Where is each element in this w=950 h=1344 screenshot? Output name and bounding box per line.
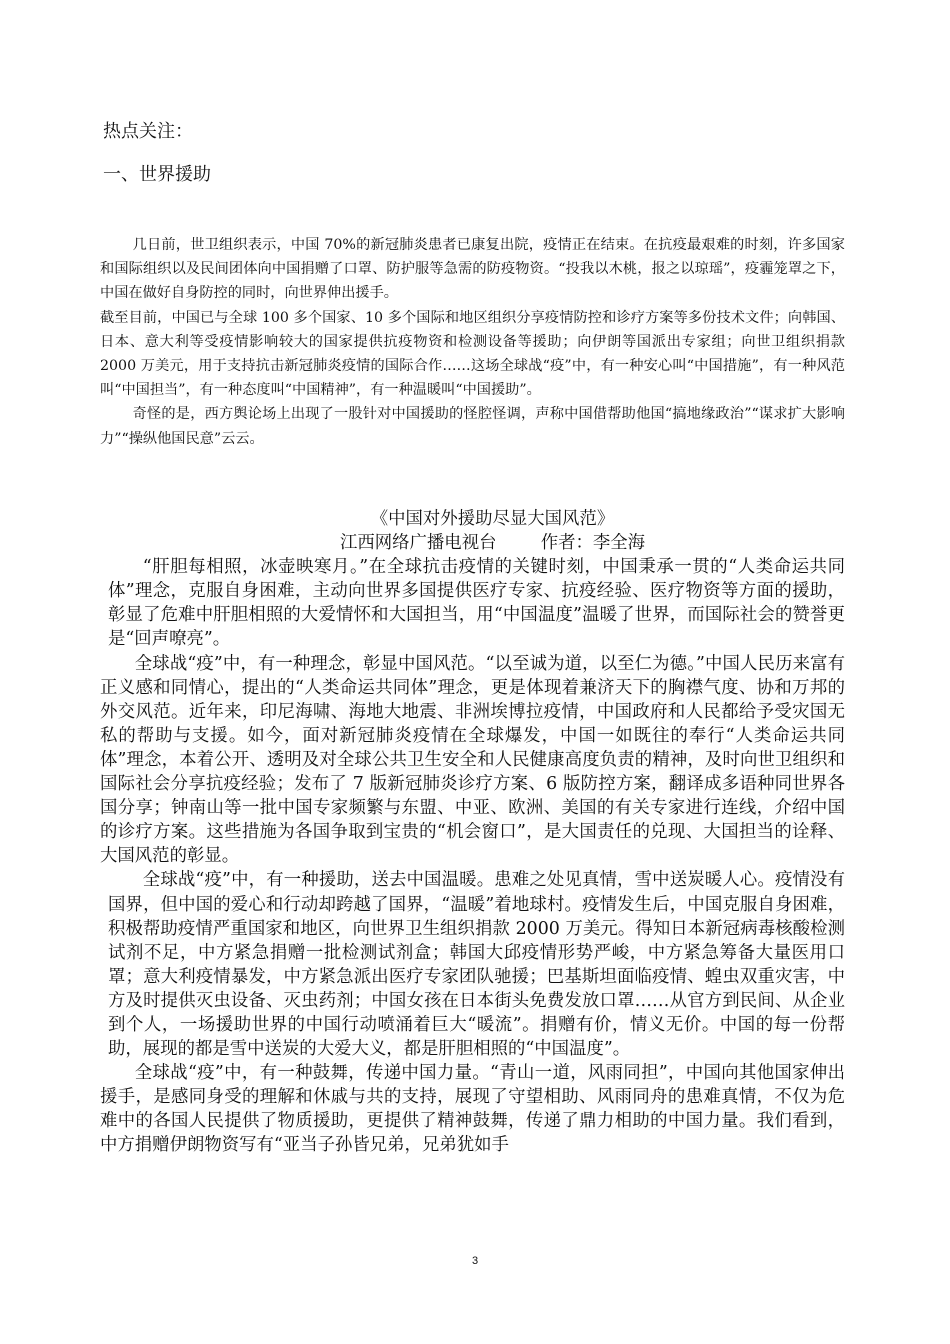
article-title: 《中国对外援助尽显大国风范》 bbox=[370, 509, 615, 529]
article-paragraph-3: 全球战“疫”中，有一种援助，送去中国温暖。患难之处见真情，雪中送炭暖人心。疫情没有国界，但中国的爱心和行动却跨越了国界，“温暖”着地球村。疫情发生后，中国克服自身困难，积极帮助疫情严重国家和地区，向世界卫生组织捐款 2000 万美元。得知日本新冠病毒核酸检测试剂不足，中方紧急捐赠一批检测试剂盒；韩国大邱疫情形势严峻，中方紧急筹备大量医用口罩；意大利疫情暴发，中方紧急派出医疗专家团队驰援；巴基斯坦面临疫情、蝗虫双重灾害，中方及时提供灭虫设备、灭虫药剂；中国女孩在日本街头免费发放口罩……从官方到民间、从企业到个人，一场援助世界的中国行动喷涌着巨大“暖流”。捐赠有价，情义无价。中国的每一份帮助，展现的都是雪中送炭的大爱大义，都是肝胆相照的“中国温度”。 bbox=[108, 870, 845, 1060]
section-heading-world-aid: 一、世界援助 bbox=[103, 164, 211, 185]
intro-paragraph-1: 几日前，世卫组织表示，中国 70%的新冠肺炎患者已康复出院，疫情正在结束。在抗疫最艰难的时刻，许多国家和国际组织以及民间团体向中国捐赠了口罩、防护服等急需的防疫物资。“投我以木桃，报之以琼瑶”，疫霾笼罩之下，中国在做好自身防控的同时，向世界伸出援手。 bbox=[100, 237, 845, 302]
intro-paragraph-2: 截至目前，中国已与全球 100 多个国家、10 多个国际和地区组织分享疫情防控和诊疗方案等多份技术文件；向韩国、日本、意大利等受疫情影响较大的国家提供抗疫物资和检测设备等援助；向伊朗等国派出专家组；向世卫组织捐款 2000 万美元，用于支持抗击新冠肺炎疫情的国际合作……这场全球战“疫”中，有一种安心叫“中国措施”，有一种风范叫“中国担当”，有一种态度叫“中国精神”，有一种温暖叫“中国援助”。 bbox=[100, 309, 845, 399]
article-section bbox=[100, 507, 845, 1158]
article-paragraph-1: “肝胆每相照，冰壶映寒月。”在全球抗击疫情的关键时刻，中国秉承一贯的“人类命运共同体”理念，克服自身困难，主动向世界多国提供医疗专家、抗疫经验、医疗物资等方面的援助，彰显了危难中肝胆相照的大爱情怀和大国担当，用“中国温度”温暖了世界，而国际社会的赞誉更是“回声嘹亮”。 bbox=[108, 557, 845, 650]
intro-section bbox=[100, 233, 845, 451]
page-number: 3 bbox=[471, 1255, 479, 1267]
intro-paragraph-3: 奇怪的是，西方舆论场上出现了一股针对中国援助的怪腔怪调，声称中国借帮助他国“搞地缘政治”“谋求扩大影响力”“操纵他国民意”云云。 bbox=[100, 406, 845, 447]
article-paragraph-2: 全球战“疫”中，有一种理念，彰显中国风范。“以至诚为道，以至仁为德。”中国人民历来富有正义感和同情心，提出的“人类命运共同体”理念，更是体现着兼济天下的胸襟气度、协和万邦的外交风范。近年来，印尼海啸、海地大地震、非洲埃博拉疫情，中国政府和人民都给予受灾国无私的帮助与支援。如今，面对新冠肺炎疫情在全球爆发，中国一如既往的奉行“人类命运共同体”理念，本着公开、透明及对全球公共卫生安全和人民健康高度负责的精神，及时向世卫组织和国际社会分享抗疫经验；发布了 7 版新冠肺炎诊疗方案、6 版防控方案，翻译成多语种同世界各国分享；钟南山等一批中国专家频繁与东盟、中亚、欧洲、美国的有关专家进行连线，介绍中国的诊疗方案。这些措施为各国争取到宝贵的“机会窗口”，是大国责任的兑现、大国担当的诠释、大国风范的彰显。 bbox=[100, 653, 845, 867]
article-byline: 江西网络广播电视台 作者：李全海 bbox=[339, 533, 646, 554]
hot-topic-heading: 热点关注： bbox=[103, 121, 193, 142]
article-paragraph-4: 全球战“疫”中，有一种鼓舞，传递中国力量。“青山一道，风雨同担”，中国向其他国家伸出援手，是感同身受的理解和休戚与共的支持，展现了守望相助、风雨同舟的患难真情，不仅为危难中的各国人民提供了物质援助，更提供了精神鼓舞，传递了鼎力相助的中国力量。我们看到，中方捐赠伊朗物资写有“亚当子孙皆兄弟，兄弟犹如手 bbox=[100, 1063, 845, 1156]
